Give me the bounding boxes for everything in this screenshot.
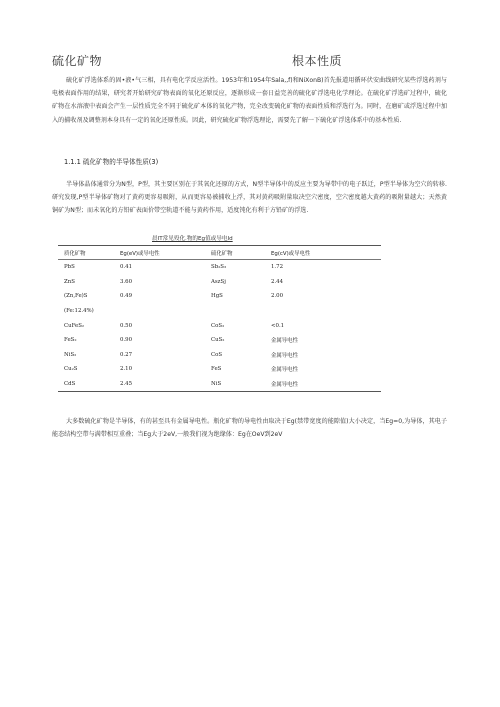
- table-header-cell: Eg(eV)或导电性: [120, 250, 160, 257]
- table-cell: 0.27: [120, 351, 133, 358]
- table-cell: 3.60: [120, 278, 133, 285]
- table-header-cell: 硫化矿物: [211, 250, 233, 257]
- table-header-cell: 质化矿物: [64, 250, 86, 257]
- table-cell: HgS: [211, 293, 223, 300]
- table-row: [58, 348, 381, 363]
- table-cell: AszSj: [211, 278, 226, 285]
- table-cell: PbS: [64, 264, 75, 271]
- table-cell: <0.1: [271, 322, 285, 329]
- conclusion-paragraph: 大多数硫化矿物是半导体，有的甚至具有金属导电性。瓶化矿物的导电性由取决于Eg(禁带宽度的能隙值)大小决定，当Eg=0,为导体，其电子能态结构空带与满带相互重叠；当Eg大于2eV,一般我们视为绝缘体：Eg在OeV到2eV: [52, 418, 447, 439]
- table-cell: 金属导电性: [271, 367, 298, 374]
- table-cell: 0.49: [120, 293, 133, 300]
- table-cell: 2.10: [120, 366, 133, 373]
- table-cell: 0.50: [120, 322, 133, 329]
- header-right-title: 根本性质: [292, 54, 343, 68]
- table-cell: Cu₂S: [64, 366, 78, 373]
- table-cell: CuS₂: [211, 337, 225, 344]
- table-cell: Sb₂S₃: [211, 264, 227, 271]
- table-cell: 0.90: [120, 337, 133, 344]
- intro-paragraph: 硫化矿浮选体系的固•液•气三相，具有电化学反应活性。1953年和1954年Sala,,f)和NiXonB)首先报道用循环伏安曲线研究某些浮选药剂与电极表面作用的结果，研究者开始研究矿物表面的氧化还原反应，逐渐形成一套日益完善的硫化矿浮选电化学理论。在硫化矿浮选矿过程中，硫化矿物在水溶液中表面会产生一层性质完全不同于硫化矿本体的氧化产物，完全改变硫化矿物的表面性质和浮选行为。同时，在磨矿或浮选过程中加入的捕收剂及调整剂本身具有一定的氧化还原性质。因此，研究硫化矿物浮选理论，需要先了解一下硫化矿浮选体系中的基本性质.: [52, 77, 447, 124]
- table-row: [58, 304, 381, 319]
- table-cell: 金属导电性: [271, 382, 298, 389]
- table-row: [58, 260, 381, 275]
- semiconductor-paragraph: 半导体晶体通常分为N型，P型，其主要区别在于其氧化还原的方式，N型半导体中的反应主要为导带中的电子跃迁，P型半导体为空穴的转移.研究发现,P型半导体矿物对了黄药更容易吸附，从而更容易被捕收上浮，其对黄药吸附量取决空穴密度，空穴密度越大黄药的吸附量越大；天然黄铜矿为N型；而未氧化的方铅矿表面价带空轨道不能与黄药作用，适度钝化有利于方铅矿的浮选.: [52, 181, 447, 215]
- table-row: [58, 362, 381, 377]
- table-row: [58, 333, 381, 348]
- eg-table: [58, 245, 381, 392]
- table-header-cell: Eg(cV)或导电性: [271, 250, 311, 257]
- table-row: [58, 318, 381, 333]
- table-row: [58, 377, 381, 392]
- table-cell: 2.45: [120, 381, 133, 388]
- table-cell: CoS₂: [211, 322, 225, 329]
- table-cell: (Zn,Fe)S: [64, 293, 88, 300]
- table-cell: CuFeS₂: [64, 322, 85, 329]
- table-cell: FeS₂: [64, 337, 77, 344]
- table-cell: ZnS: [64, 278, 75, 285]
- section-title: 1.1.1 硫化矿物的半导体性质(3): [64, 158, 159, 166]
- table-cell: CoS: [211, 351, 223, 358]
- table-caption: 晨IT常见殁化.物的Eg值或导电Id: [152, 236, 233, 242]
- table-cell: FeS: [211, 366, 222, 373]
- table-header-row: [58, 246, 381, 260]
- table-cell: 金属导电性: [271, 352, 298, 359]
- table-cell: NiS₂: [64, 351, 77, 358]
- table-cell: 0.41: [120, 264, 133, 271]
- table-cell: NiS: [211, 381, 222, 388]
- table-cell: (Fe:12.4%): [64, 308, 94, 315]
- table-cell: 2.44: [271, 278, 284, 285]
- header-left-title: 硫化矿物: [52, 54, 103, 68]
- table-row: [58, 289, 381, 304]
- table-cell: 金属导电性: [271, 338, 298, 345]
- table-cell: 1.72: [271, 264, 284, 271]
- table-cell: CdS: [64, 381, 76, 388]
- table-row: [58, 275, 381, 290]
- table-cell: 2.00: [271, 293, 284, 300]
